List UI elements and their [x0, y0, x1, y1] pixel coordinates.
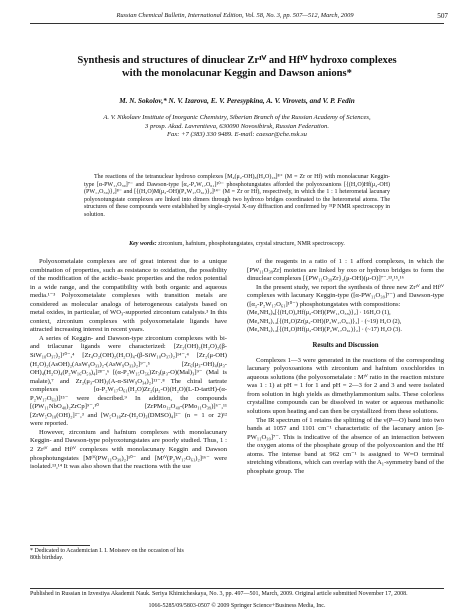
footnote-rule	[30, 545, 90, 546]
running-header: Russian Chemical Bulletin, International Edition, Vol. 58, No. 3, pp. 507—512, March, 2009	[116, 12, 354, 19]
article-title	[30, 54, 444, 80]
abstract	[84, 174, 390, 220]
title-line-2: with the monolacunar Keggin and Dawson anions*	[122, 68, 352, 79]
header-rule	[30, 23, 444, 24]
results-paragraph-1: Complexes 1—3 were generated in the reactions of the corresponding lacunary polyoxoanions with zirconium and hafnium oxochlorides in aqueous solutions (the polyoxometalate : Mᴵⱽ ratio in the reaction mixture was 1 : 1) at pH = 1 for 1 and pH = 2—3 for 2 and 3 and were isolated from solution in high yields as dimethylammonium salts. These colorless crystalline compounds can be dissolved in water or aqueous methanolic solutions upon heating and can then be crystallized from these solutions.	[247, 356, 444, 415]
keywords-text: zirconium, hafnium, phosphotungstates, crystal structure, NMR spectroscopy.	[158, 241, 345, 247]
affiliation-contact: Fax: +7 (383) 330 9489. E-mail: caesar@che.nsk.su	[167, 131, 307, 139]
keywords	[84, 241, 390, 249]
compound-formula-3: (Me₂NH₂)₁₄[{(H₂O)Hf(μ₂-OH)(P₂W₁₇O₆₁)}₂] · (~17) H₂O (3).	[247, 325, 402, 333]
title-line-1: Synthesis and structures of dinuclear Zrᴵⱽ and Hfᴵⱽ hydroxo complexes	[77, 55, 397, 66]
published-in: Published in Russian in Izvestiya Akademii Nauk. Seriya Khimicheskaya, No. 3, pp. 497—501, March, 2009.	[30, 591, 294, 597]
intro-paragraph-2: A series of Keggin- and Dawson-type zirconium complexes with bi- and trilacunar ligands were characterized: [Zr₂(OH)₂(H₂O)₂(β-SiW₁₀O₃₇)₂]¹⁰⁻,⁴ [Zr₄O₂(OH)₂(H₂O)₄-(β-SiW₁₀O₃₇)₂]¹⁴⁻,⁴ [Zr₂(μ-OH)(H₂O)₂(AsOH)₂(AsW₉O₃₃)₂-(AsW₉O₃₃)₂]⁹⁻,⁵ [Zr₆(μ₃-OH)₄(μ₃-OH)₄(H₂O)₄(P₂W₁₆O₅₉)₄]²⁸⁻,⁶ [(α-P₂W₁₅O₅₆)Zr₃(μ₃-O)(Mal)₃]⁹⁻ (Mal is malate),⁷ and Zr₂(μ₃-OH)₃(A-α-SiW₉O₃₄)₂]¹¹⁻.⁸ The chiral tartrate complexes [α-P₂W₁₇O₆₁(H₂O)Zr₂(μ₂-O)(H₂O)(L-D-tartH)-(α-P₂W₁₇O₆₁)]¹⁵⁻ were described.⁹ In addition, the compounds [(PW₁₁NbO₄₀)₂ZrCp]⁹⁻,¹⁰ [ZrPMo₁₂O₄₀-(PMo₁₁O₃₉)]⁶⁻,¹¹ [ZrW₅O₁₈(OH)₂]²⁻,³ and [W₅O₁₈Zr-(H₂O)₃(DMSO)₄]²⁻ (n = 1 or 2)¹² were reported.	[30, 334, 227, 428]
section-heading: Results and Discussion	[312, 342, 379, 350]
intro-paragraph-1: Polyoxometalate complexes are of great interest due to a unique combination of properties, such as resistance to oxidation, the possibility of the modification of the acidic–basic properties and the redox potential in a wide range, and the compatibility with both organic and aqueous media.¹⁻³ Polyoxometalate complexes with transition metals are considered as molecular analogs of heterogeneous catalysts based on metal oxides, in particular, of WO₃-supported zirconium catalysts.³ In this context, zirconium complexes with polyoxometalate ligands have attracted increasing interest in recent years.	[30, 258, 227, 334]
results-paragraph-2: The IR spectrum of 1 retains the splitting of the ν(P—O) band into two bands at 1057 and 1101 cm⁻¹ characteristic of the lacunary anion [α-PW₁₁O₃₉]⁷⁻. This is indicative of the absence of an interaction between the oxygen atoms of the phosphate group of the polyoxoanion and the Hf atoms. The intense band at 962 cm⁻¹ is assigned to W=O terminal stretching vibrations, which can overlap with the A₁-symmetry band of the phosphate group. The	[247, 416, 444, 475]
publication-info	[30, 591, 444, 598]
abstract-text: The reactions of the tetranuclear hydroxo complexes [M₄(μ₂-OH)₈(H₂O)₁₆]⁸⁺ (M = Zr or Hf) with monolacunar Keggin-type [α-PW₁₁O₃₉]⁷⁻ and Dawson-type [α₂-P₂W₁₇O₆₁]¹⁰⁻ phosphotungstates afforded the polyoxoanions [{(H₂O)Hf(μ₂-OH)(PW₁₁O₃₉)}₂]⁸⁻ and [{(H₂O)M(μ₂-OH)(P₂W₁₇O₆₁)}₂]¹⁴⁻ (M = Zr or Hf), respectively, in which the 1 : 1 heterometal lacunary polyoxotungstate complexes are linked into dimers through two hydroxo bridges coordinated to the heterometal atoms. The structures of these compounds were established by single-crystal X-ray diffraction and confirmed by ³¹P NMR spectroscopy in solution.	[84, 174, 390, 218]
footnote-line-1: * Dedicated to Academician I. I. Moiseev on the occasion of his	[30, 548, 184, 554]
left-column	[30, 258, 227, 472]
right-column	[247, 258, 444, 476]
right-paragraph-1: of the reagents in a ratio of 1 : 1 afford complexes, in which the [PW₁₁O₃₉Zr] moieties are linked by oxo or hydroxo bridges to form the dinuclear complexes [{PW₁₁O₃₉Zr}₂(μ-OH)(μ-O)]⁷⁻.¹³,¹⁵,¹⁶	[247, 258, 444, 283]
affiliation-line-1: A. V. Nikolaev Institute of Inorganic Chemistry, Siberian Branch of the Russian Academy of Sciences,	[103, 114, 371, 121]
footnote-line-2: 80th birthday.	[30, 555, 64, 562]
submission-date: Original article submitted November 17, 2008.	[295, 591, 408, 597]
compound-formula-1: (Me₂NH₂)₈[{(H₂O)₂Hf(μ₂-OH)(PW₁₁O₃₉)}₂] · 16H₂O (1),	[247, 309, 391, 317]
affiliation	[30, 114, 444, 140]
page-number: 507	[437, 12, 448, 20]
affiliation-line-2: 3 prosp. Akad. Lavrentieva, 630090 Novosibirsk, Russian Federation.	[145, 122, 329, 130]
compound-formula-2: (Me₂NH₂)₁₄[{(H₂O)Zr(μ₂-OH)(P₂W₁₇O₆₁)}₂] · (~19) H₂O (2),	[247, 317, 402, 325]
author-list: M. N. Sokolov,* N. V. Izarova, E. V. Peresypkina, A. V. Virovets, and V. P. Fedin	[119, 97, 355, 105]
copyright-line: 1066-5285/09/5803-0507 © 2009 Springer Science+Business Media, Inc.	[148, 603, 326, 609]
keywords-label: Key words:	[129, 241, 157, 247]
footer-rule	[30, 588, 444, 589]
right-paragraph-2: In the present study, we report the synthesis of three new Zrᴵⱽ and Hfᴵⱽ complexes with lacunary Keggin-type ([α-PW₁₁O₃₉]⁷⁻) and Dawson-type ([α₂-P₂W₁₇O₆₁]¹⁰⁻) phosphotungstates with compositions:	[247, 283, 444, 308]
intro-paragraph-3: However, zirconium and hafnium complexes with monolacunary Keggin- and Dawson-type polyoxotungstates are poorly studied. Thus, 1 : 2 Zrᴵⱽ and Hfᴵⱽ complexes with monolacunary Keggin and Dawson phosphotungstates [Mᴵⱽ(PW₁₁O₃₉)₂]¹⁰⁻ and [Mᴵⱽ(P₂W₁₇O₆₁)₂]¹⁶⁻ were isolated.¹³,¹⁴ It was also shown that the reactions with the use	[30, 428, 227, 471]
footnote	[30, 548, 227, 563]
